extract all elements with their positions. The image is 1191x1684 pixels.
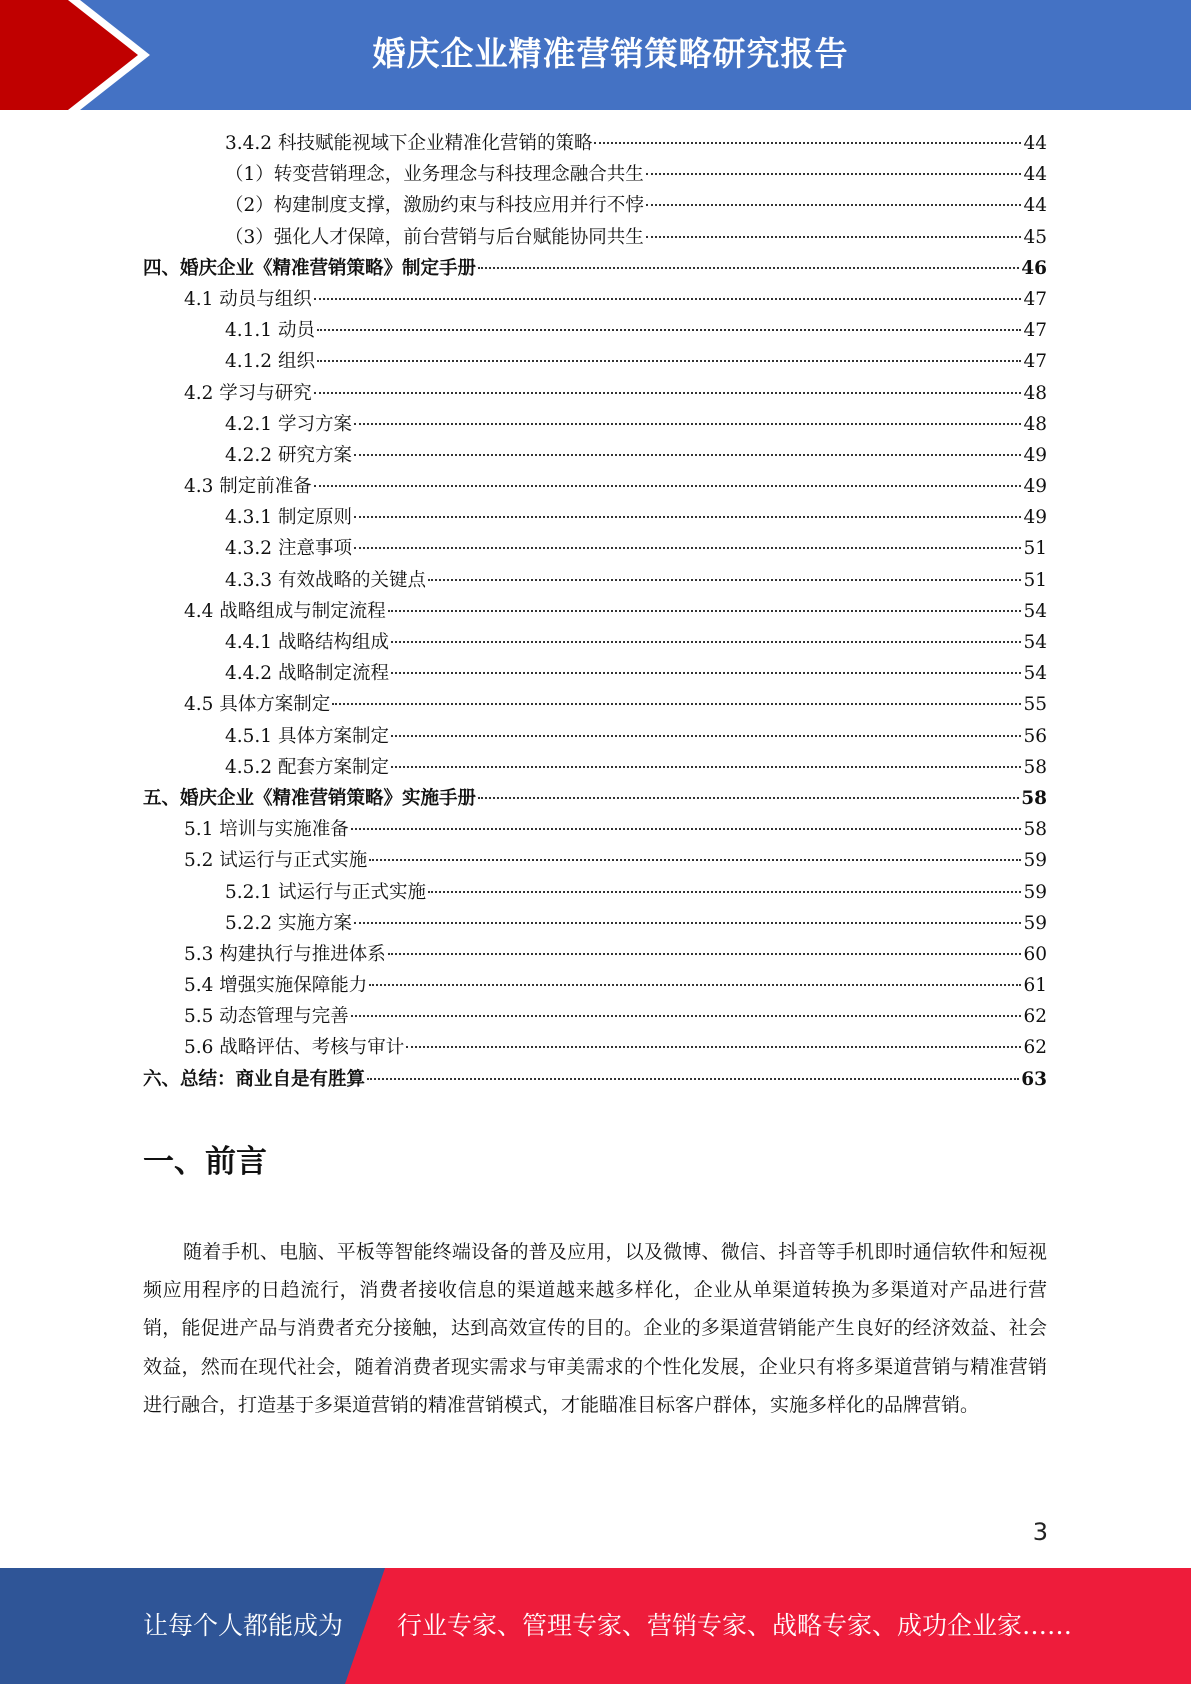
- toc-entry[interactable]: [143, 1001, 1047, 1032]
- toc-dot-leader: [317, 329, 1022, 331]
- toc-entry-label: 4.3.3 有效战略的关键点: [225, 569, 426, 591]
- toc-dot-leader: [314, 392, 1022, 394]
- toc-entry-page: 54: [1023, 663, 1047, 685]
- toc-dot-leader: [354, 516, 1022, 518]
- toc-entry[interactable]: [143, 752, 1047, 783]
- toc-dot-leader: [388, 953, 1022, 955]
- toc-entry[interactable]: [143, 222, 1047, 253]
- toc-dot-leader: [388, 610, 1022, 612]
- toc-entry-label: （2）构建制度支撑，激励约束与科技应用并行不悖: [225, 195, 644, 217]
- toc-entry-page: 51: [1023, 538, 1047, 560]
- toc-entry[interactable]: [143, 877, 1047, 908]
- toc-entry[interactable]: [143, 190, 1047, 221]
- toc-entry-label: 4.2.2 研究方案: [225, 444, 352, 466]
- toc-dot-leader: [406, 1046, 1021, 1048]
- toc-entry-label: （1）转变营销理念，业务理念与科技理念融合共生: [225, 164, 644, 186]
- toc-entry[interactable]: [143, 814, 1047, 845]
- page-number: 3: [1032, 1518, 1048, 1546]
- toc-entry[interactable]: [143, 627, 1047, 658]
- footer-slogan-left: 让每个人都能成为: [143, 1611, 344, 1640]
- toc-entry[interactable]: [143, 783, 1047, 814]
- toc-entry-page: 44: [1023, 164, 1047, 186]
- toc-entry-label: 5.4 增强实施保障能力: [184, 975, 368, 997]
- page-header: [0, 0, 1191, 110]
- toc-entry-label: 5.6 战略评估、考核与审计: [184, 1037, 405, 1059]
- toc-entry-page: 63: [1021, 1068, 1047, 1090]
- toc-entry[interactable]: [143, 378, 1047, 409]
- toc-entry-label: 五、婚庆企业《精准营销策略》实施手册: [143, 787, 477, 809]
- toc-entry-label: 4.4.2 战略制定流程: [225, 663, 389, 685]
- table-of-contents: [143, 128, 1047, 1095]
- toc-entry-label: 4.1 动员与组织: [184, 288, 312, 310]
- toc-entry-page: 48: [1023, 382, 1047, 404]
- toc-dot-leader: [646, 204, 1022, 206]
- toc-entry-label: 5.2.2 实施方案: [225, 912, 352, 934]
- toc-entry[interactable]: [143, 471, 1047, 502]
- toc-dot-leader: [391, 766, 1021, 768]
- toc-entry-page: 58: [1023, 756, 1047, 778]
- toc-entry[interactable]: [143, 1064, 1047, 1095]
- toc-entry-page: 44: [1023, 133, 1047, 154]
- toc-entry-label: 4.1.1 动员: [225, 320, 315, 342]
- toc-entry-page: 55: [1023, 694, 1047, 716]
- toc-entry[interactable]: [143, 565, 1047, 596]
- toc-entry[interactable]: [143, 284, 1047, 315]
- toc-entry-label: 5.5 动态管理与完善: [184, 1006, 349, 1028]
- toc-entry-label: 4.3.1 制定原则: [225, 507, 352, 529]
- toc-entry[interactable]: [143, 315, 1047, 346]
- toc-entry-label: 4.5.2 配套方案制定: [225, 756, 389, 778]
- toc-entry[interactable]: [143, 596, 1047, 627]
- toc-entry-label: 4.4.1 战略结构组成: [225, 632, 389, 653]
- toc-entry[interactable]: [143, 970, 1047, 1001]
- toc-entry-page: 58: [1023, 819, 1047, 841]
- toc-entry[interactable]: [143, 502, 1047, 533]
- toc-entry[interactable]: [143, 533, 1047, 564]
- footer-slogan-right: 行业专家、管理专家、营销专家、战略专家、成功企业家……: [397, 1611, 1073, 1640]
- toc-entry[interactable]: [143, 845, 1047, 876]
- toc-entry-page: 54: [1023, 632, 1047, 653]
- toc-entry-label: 5.3 构建执行与推进体系: [184, 943, 386, 965]
- toc-dot-leader: [354, 454, 1022, 456]
- toc-dot-leader: [391, 735, 1021, 737]
- toc-entry-label: 4.4 战略组成与制定流程: [184, 600, 386, 622]
- toc-entry-label: 4.5 具体方案制定: [184, 694, 331, 716]
- toc-entry-page: 48: [1023, 413, 1047, 435]
- toc-entry-label: 3.4.2 科技赋能视域下企业精准化营销的策略: [225, 133, 593, 154]
- toc-entry[interactable]: [143, 658, 1047, 689]
- toc-entry-page: 60: [1023, 943, 1047, 965]
- toc-entry-label: 四、婚庆企业《精准营销策略》制定手册: [143, 257, 477, 279]
- toc-entry[interactable]: [143, 409, 1047, 440]
- body-paragraph: 随着手机、电脑、平板等智能终端设备的普及应用，以及微博、微信、抖音等手机即时通信软件和短视频应用程序的日趋流行，消费者接收信息的渠道越来越多样化，企业从单渠道转换为多渠道对产品进行营销，能促进产品与消费者充分接触，达到高效宣传的目的。企业的多渠道营销能产生良好的经济效益、社会效益，然而在现代社会，随着消费者现实需求与审美需求的个性化发展，企业只有将多渠道营销与精准营销进行融合，打造基于多渠道营销的精准营销模式，才能瞄准目标客户群体，实施多样化的品牌营销。: [143, 1241, 1047, 1416]
- toc-dot-leader: [478, 797, 1019, 799]
- page-footer: [0, 1568, 1191, 1684]
- toc-dot-leader: [428, 579, 1021, 581]
- toc-entry-label: 4.3.2 注意事项: [225, 538, 352, 560]
- toc-entry-label: 4.2 学习与研究: [184, 382, 312, 404]
- toc-entry-label: 4.2.1 学习方案: [225, 413, 352, 435]
- toc-entry-label: 4.3 制定前准备: [184, 476, 312, 498]
- toc-entry-page: 45: [1023, 226, 1047, 248]
- toc-entry-page: 58: [1021, 787, 1047, 809]
- toc-entry[interactable]: [143, 253, 1047, 284]
- toc-dot-leader: [646, 173, 1022, 175]
- toc-dot-leader: [369, 984, 1021, 986]
- toc-dot-leader: [332, 703, 1021, 705]
- toc-entry-page: 47: [1023, 320, 1047, 342]
- toc-entry-page: 59: [1023, 912, 1047, 934]
- toc-entry[interactable]: [143, 128, 1047, 159]
- toc-entry-label: 5.2.1 试运行与正式实施: [225, 881, 426, 903]
- toc-entry[interactable]: [143, 1032, 1047, 1063]
- toc-dot-leader: [354, 922, 1022, 924]
- toc-entry-label: 六、总结：商业自是有胜算: [143, 1068, 366, 1090]
- toc-dot-leader: [391, 641, 1021, 643]
- toc-entry-label: 5.1 培训与实施准备: [184, 819, 349, 841]
- toc-dot-leader: [367, 1078, 1019, 1080]
- toc-entry-page: 46: [1021, 257, 1047, 279]
- toc-entry[interactable]: [143, 346, 1047, 377]
- toc-dot-leader: [317, 360, 1022, 362]
- toc-entry-page: 49: [1023, 507, 1047, 529]
- toc-entry-page: 44: [1023, 195, 1047, 217]
- toc-dot-leader: [478, 267, 1019, 269]
- toc-entry-page: 59: [1023, 850, 1047, 872]
- toc-entry-label: 5.2 试运行与正式实施: [184, 850, 368, 872]
- header-title: 婚庆企业精准营销策略研究报告: [372, 34, 849, 73]
- toc-entry[interactable]: [143, 440, 1047, 471]
- toc-dot-leader: [354, 547, 1022, 549]
- toc-entry-page: 51: [1023, 569, 1047, 591]
- toc-dot-leader: [646, 236, 1022, 238]
- toc-entry-page: 49: [1023, 476, 1047, 498]
- toc-entry-page: 61: [1023, 975, 1047, 997]
- toc-dot-leader: [428, 891, 1021, 893]
- toc-dot-leader: [354, 423, 1022, 425]
- toc-dot-leader: [351, 828, 1022, 830]
- toc-dot-leader: [369, 859, 1021, 861]
- toc-dot-leader: [314, 485, 1022, 487]
- toc-entry-page: 62: [1023, 1037, 1047, 1059]
- toc-entry[interactable]: [143, 939, 1047, 970]
- toc-entry-page: 47: [1023, 288, 1047, 310]
- toc-entry-page: 49: [1023, 444, 1047, 466]
- toc-entry[interactable]: [143, 721, 1047, 752]
- toc-entry-label: 4.5.1 具体方案制定: [225, 725, 389, 747]
- toc-entry[interactable]: [143, 159, 1047, 190]
- toc-entry[interactable]: [143, 908, 1047, 939]
- toc-entry-page: 62: [1023, 1006, 1047, 1028]
- section-heading: 一、前言: [143, 1144, 267, 1180]
- toc-entry-label: 4.1.2 组织: [225, 351, 315, 373]
- toc-entry[interactable]: [143, 689, 1047, 720]
- toc-entry-page: 59: [1023, 881, 1047, 903]
- toc-dot-leader: [351, 1015, 1022, 1017]
- toc-dot-leader: [314, 298, 1022, 300]
- toc-entry-page: 54: [1023, 600, 1047, 622]
- toc-dot-leader: [391, 672, 1021, 674]
- toc-entry-page: 56: [1023, 725, 1047, 747]
- toc-entry-label: （3）强化人才保障，前台营销与后台赋能协同共生: [225, 226, 644, 248]
- toc-dot-leader: [594, 142, 1021, 144]
- toc-entry-page: 47: [1023, 351, 1047, 373]
